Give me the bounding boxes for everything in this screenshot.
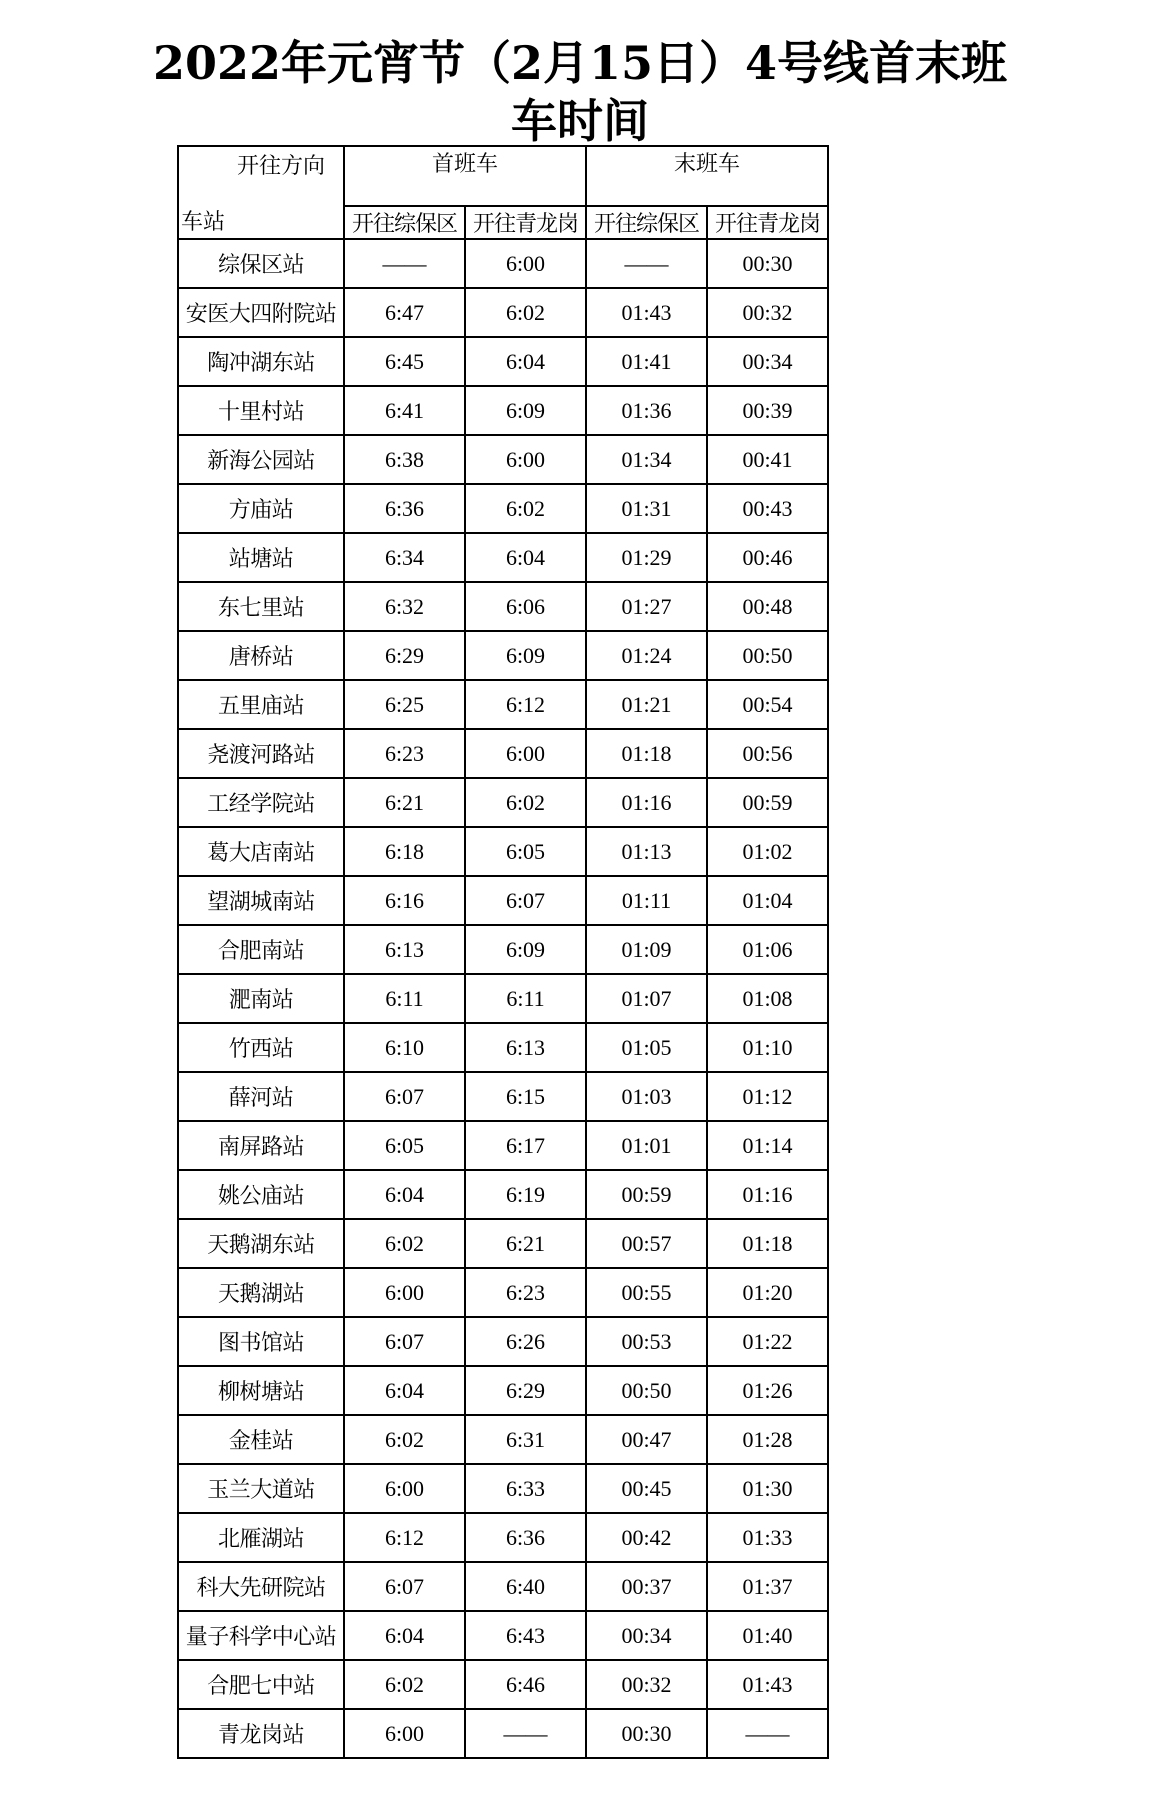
station-label: 车站: [181, 210, 226, 235]
table-row: [178, 1611, 828, 1660]
first-to-zongbaoqu-header: 开往综保区: [344, 206, 465, 239]
last-train-to-zongbaoqu-cell: 01:05: [586, 1023, 707, 1072]
last-train-to-qinglonggang-cell: 01:12: [707, 1072, 828, 1121]
last-train-to-qinglonggang-cell: 01:20: [707, 1268, 828, 1317]
table-row: [178, 1219, 828, 1268]
last-train-to-zongbaoqu-cell: 01:11: [586, 876, 707, 925]
first-train-to-qinglonggang-cell: 6:06: [465, 582, 586, 631]
last-train-to-qinglonggang-cell: 01:40: [707, 1611, 828, 1660]
table-row: [178, 1562, 828, 1611]
first-train-to-zongbaoqu-cell: ——: [344, 239, 465, 288]
last-train-to-zongbaoqu-cell: 01:29: [586, 533, 707, 582]
station-cell: 淝南站: [178, 974, 344, 1023]
first-train-to-zongbaoqu-cell: 6:23: [344, 729, 465, 778]
station-cell: 青龙岗站: [178, 1709, 344, 1758]
first-train-to-qinglonggang-cell: 6:02: [465, 288, 586, 337]
last-train-to-zongbaoqu-cell: 00:50: [586, 1366, 707, 1415]
first-train-to-zongbaoqu-cell: 6:02: [344, 1219, 465, 1268]
first-train-to-zongbaoqu-cell: 6:25: [344, 680, 465, 729]
first-train-to-qinglonggang-cell: 6:23: [465, 1268, 586, 1317]
station-cell: 唐桥站: [178, 631, 344, 680]
last-train-to-zongbaoqu-cell: 00:55: [586, 1268, 707, 1317]
first-train-to-zongbaoqu-cell: 6:34: [344, 533, 465, 582]
last-train-to-qinglonggang-cell: 01:04: [707, 876, 828, 925]
last-train-to-qinglonggang-cell: 01:02: [707, 827, 828, 876]
last-train-to-zongbaoqu-cell: 01:13: [586, 827, 707, 876]
first-train-to-zongbaoqu-cell: 6:00: [344, 1709, 465, 1758]
last-train-to-qinglonggang-cell: 00:48: [707, 582, 828, 631]
station-cell: 量子科学中心站: [178, 1611, 344, 1660]
table-row: [178, 1268, 828, 1317]
last-train-label: 末班车: [673, 151, 740, 177]
last-train-to-zongbaoqu-cell: 01:07: [586, 974, 707, 1023]
first-train-to-qinglonggang-cell: 6:05: [465, 827, 586, 876]
first-train-to-zongbaoqu-cell: 6:32: [344, 582, 465, 631]
first-train-to-zongbaoqu-cell: 6:10: [344, 1023, 465, 1072]
first-train-to-zongbaoqu-cell: 6:13: [344, 925, 465, 974]
last-train-to-zongbaoqu-cell: 00:53: [586, 1317, 707, 1366]
table-row: [178, 631, 828, 680]
station-cell: 东七里站: [178, 582, 344, 631]
table-row: [178, 827, 828, 876]
table-row: [178, 1366, 828, 1415]
first-train-to-zongbaoqu-cell: 6:36: [344, 484, 465, 533]
last-train-to-qinglonggang-cell: 00:41: [707, 435, 828, 484]
station-cell: 十里村站: [178, 386, 344, 435]
station-cell: 工经学院站: [178, 778, 344, 827]
station-cell: 柳树塘站: [178, 1366, 344, 1415]
last-train-to-zongbaoqu-cell: 01:16: [586, 778, 707, 827]
last-train-to-zongbaoqu-cell: 00:34: [586, 1611, 707, 1660]
first-train-to-zongbaoqu-cell: 6:29: [344, 631, 465, 680]
last-train-to-zongbaoqu-cell: ——: [586, 239, 707, 288]
table-row: [178, 386, 828, 435]
station-cell: 尧渡河路站: [178, 729, 344, 778]
first-train-to-qinglonggang-cell: 6:13: [465, 1023, 586, 1072]
first-train-to-qinglonggang-cell: 6:36: [465, 1513, 586, 1562]
table-row: [178, 1660, 828, 1709]
station-cell: 陶冲湖东站: [178, 337, 344, 386]
first-train-to-zongbaoqu-cell: 6:04: [344, 1611, 465, 1660]
first-train-to-zongbaoqu-cell: 6:02: [344, 1660, 465, 1709]
station-cell: 南屏路站: [178, 1121, 344, 1170]
page-title: 2022年元宵节（2月15日）4号线首末班车时间: [152, 36, 1008, 148]
station-cell: 天鹅湖站: [178, 1268, 344, 1317]
last-train-to-zongbaoqu-cell: 01:24: [586, 631, 707, 680]
table-row: [178, 1317, 828, 1366]
station-cell: 薛河站: [178, 1072, 344, 1121]
table-row: [178, 239, 828, 288]
last-train-to-zongbaoqu-cell: 01:18: [586, 729, 707, 778]
last-train-to-zongbaoqu-cell: 00:30: [586, 1709, 707, 1758]
last-train-to-qinglonggang-cell: 00:54: [707, 680, 828, 729]
last-train-to-qinglonggang-cell: 01:26: [707, 1366, 828, 1415]
station-cell: 竹西站: [178, 1023, 344, 1072]
first-train-to-qinglonggang-cell: 6:29: [465, 1366, 586, 1415]
station-cell: 图书馆站: [178, 1317, 344, 1366]
last-train-to-qinglonggang-cell: 01:37: [707, 1562, 828, 1611]
first-train-to-qinglonggang-cell: 6:11: [465, 974, 586, 1023]
last-train-to-qinglonggang-cell: 00:39: [707, 386, 828, 435]
table-row: [178, 533, 828, 582]
station-cell: 站塘站: [178, 533, 344, 582]
header-row-groups: [178, 146, 828, 206]
first-train-to-zongbaoqu-cell: 6:18: [344, 827, 465, 876]
table-row: [178, 778, 828, 827]
first-train-to-qinglonggang-cell: 6:00: [465, 435, 586, 484]
last-train-to-qinglonggang-cell: 00:46: [707, 533, 828, 582]
last-train-to-qinglonggang-cell: 01:43: [707, 1660, 828, 1709]
table-row: [178, 1464, 828, 1513]
table-row: [178, 1513, 828, 1562]
station-cell: 天鹅湖东站: [178, 1219, 344, 1268]
first-train-to-zongbaoqu-cell: 6:16: [344, 876, 465, 925]
station-cell: 方庙站: [178, 484, 344, 533]
last-train-to-zongbaoqu-cell: 01:43: [586, 288, 707, 337]
last-train-to-qinglonggang-cell: 00:34: [707, 337, 828, 386]
first-train-to-zongbaoqu-cell: 6:41: [344, 386, 465, 435]
first-train-to-qinglonggang-cell: 6:31: [465, 1415, 586, 1464]
last-train-to-zongbaoqu-cell: 01:31: [586, 484, 707, 533]
first-train-to-qinglonggang-cell: 6:19: [465, 1170, 586, 1219]
first-train-to-zongbaoqu-cell: 6:00: [344, 1268, 465, 1317]
first-train-to-qinglonggang-cell: 6:40: [465, 1562, 586, 1611]
last-train-to-qinglonggang-cell: 01:10: [707, 1023, 828, 1072]
first-train-to-qinglonggang-cell: 6:04: [465, 337, 586, 386]
first-train-to-zongbaoqu-cell: 6:12: [344, 1513, 465, 1562]
last-train-to-qinglonggang-cell: 01:30: [707, 1464, 828, 1513]
last-train-to-qinglonggang-cell: 01:14: [707, 1121, 828, 1170]
last-train-to-qinglonggang-cell: 01:16: [707, 1170, 828, 1219]
station-cell: 玉兰大道站: [178, 1464, 344, 1513]
station-cell: 五里庙站: [178, 680, 344, 729]
table-row: [178, 680, 828, 729]
station-cell: 合肥七中站: [178, 1660, 344, 1709]
table-row: [178, 337, 828, 386]
first-train-to-zongbaoqu-cell: 6:11: [344, 974, 465, 1023]
table-row: [178, 974, 828, 1023]
first-train-to-qinglonggang-cell: 6:00: [465, 239, 586, 288]
first-train-to-zongbaoqu-cell: 6:21: [344, 778, 465, 827]
last-to-qinglonggang-header: 开往青龙岗: [707, 206, 828, 239]
last-train-to-zongbaoqu-cell: 00:47: [586, 1415, 707, 1464]
first-train-to-zongbaoqu-cell: 6:07: [344, 1562, 465, 1611]
last-train-to-qinglonggang-cell: ——: [707, 1709, 828, 1758]
last-train-to-qinglonggang-cell: 00:56: [707, 729, 828, 778]
last-to-zongbaoqu-header: 开往综保区: [586, 206, 707, 239]
last-train-to-zongbaoqu-cell: 00:45: [586, 1464, 707, 1513]
station-cell: 北雁湖站: [178, 1513, 344, 1562]
table-row: [178, 876, 828, 925]
last-train-to-zongbaoqu-cell: 01:34: [586, 435, 707, 484]
last-train-to-zongbaoqu-cell: 00:37: [586, 1562, 707, 1611]
first-train-to-zongbaoqu-cell: 6:04: [344, 1366, 465, 1415]
first-train-to-zongbaoqu-cell: 6:07: [344, 1072, 465, 1121]
first-train-to-qinglonggang-cell: 6:00: [465, 729, 586, 778]
table-row: [178, 1072, 828, 1121]
last-train-to-qinglonggang-cell: 01:18: [707, 1219, 828, 1268]
last-train-to-zongbaoqu-cell: 00:57: [586, 1219, 707, 1268]
first-train-to-qinglonggang-cell: 6:33: [465, 1464, 586, 1513]
station-cell: 安医大四附院站: [178, 288, 344, 337]
first-train-to-qinglonggang-cell: 6:04: [465, 533, 586, 582]
station-cell: 新海公园站: [178, 435, 344, 484]
direction-label: 开往方向: [236, 154, 325, 179]
last-train-to-qinglonggang-cell: 01:33: [707, 1513, 828, 1562]
first-train-to-zongbaoqu-cell: 6:07: [344, 1317, 465, 1366]
first-train-to-qinglonggang-cell: 6:07: [465, 876, 586, 925]
first-train-to-qinglonggang-cell: 6:17: [465, 1121, 586, 1170]
table-row: [178, 1415, 828, 1464]
last-train-to-qinglonggang-cell: 00:59: [707, 778, 828, 827]
station-cell: 科大先研院站: [178, 1562, 344, 1611]
table-row: [178, 582, 828, 631]
first-train-to-qinglonggang-cell: 6:09: [465, 925, 586, 974]
last-train-to-zongbaoqu-cell: 01:09: [586, 925, 707, 974]
first-train-to-qinglonggang-cell: 6:02: [465, 484, 586, 533]
table-row: [178, 1709, 828, 1758]
first-train-to-qinglonggang-cell: 6:46: [465, 1660, 586, 1709]
last-train-to-qinglonggang-cell: 01:06: [707, 925, 828, 974]
first-train-header: [344, 146, 586, 206]
last-train-to-zongbaoqu-cell: 01:21: [586, 680, 707, 729]
last-train-to-qinglonggang-cell: 01:22: [707, 1317, 828, 1366]
first-train-to-zongbaoqu-cell: 6:47: [344, 288, 465, 337]
last-train-to-zongbaoqu-cell: 01:41: [586, 337, 707, 386]
first-train-to-zongbaoqu-cell: 6:45: [344, 337, 465, 386]
last-train-to-zongbaoqu-cell: 01:01: [586, 1121, 707, 1170]
timetable: [177, 145, 829, 1759]
station-cell: 合肥南站: [178, 925, 344, 974]
first-train-to-zongbaoqu-cell: 6:05: [344, 1121, 465, 1170]
table-row: [178, 1023, 828, 1072]
last-train-to-qinglonggang-cell: 00:32: [707, 288, 828, 337]
last-train-to-zongbaoqu-cell: 00:32: [586, 1660, 707, 1709]
station-cell: 金桂站: [178, 1415, 344, 1464]
first-train-to-qinglonggang-cell: 6:21: [465, 1219, 586, 1268]
station-cell: 葛大店南站: [178, 827, 344, 876]
first-train-to-zongbaoqu-cell: 6:02: [344, 1415, 465, 1464]
last-train-to-qinglonggang-cell: 00:50: [707, 631, 828, 680]
last-train-to-zongbaoqu-cell: 00:59: [586, 1170, 707, 1219]
last-train-to-qinglonggang-cell: 00:30: [707, 239, 828, 288]
first-train-to-qinglonggang-cell: 6:02: [465, 778, 586, 827]
first-train-to-qinglonggang-cell: 6:12: [465, 680, 586, 729]
last-train-to-zongbaoqu-cell: 01:03: [586, 1072, 707, 1121]
last-train-header: [586, 146, 828, 206]
first-train-to-qinglonggang-cell: 6:43: [465, 1611, 586, 1660]
station-cell: 望湖城南站: [178, 876, 344, 925]
last-train-to-zongbaoqu-cell: 00:42: [586, 1513, 707, 1562]
last-train-to-qinglonggang-cell: 01:28: [707, 1415, 828, 1464]
table-row: [178, 1121, 828, 1170]
first-train-to-qinglonggang-cell: 6:26: [465, 1317, 586, 1366]
station-cell: 综保区站: [178, 239, 344, 288]
first-train-to-qinglonggang-cell: 6:15: [465, 1072, 586, 1121]
first-train-label: 首班车: [431, 151, 498, 177]
last-train-to-qinglonggang-cell: 01:08: [707, 974, 828, 1023]
last-train-to-qinglonggang-cell: 00:43: [707, 484, 828, 533]
first-train-to-qinglonggang-cell: 6:09: [465, 386, 586, 435]
first-train-to-qinglonggang-cell: ——: [465, 1709, 586, 1758]
first-train-to-qinglonggang-cell: 6:09: [465, 631, 586, 680]
first-train-to-zongbaoqu-cell: 6:04: [344, 1170, 465, 1219]
table-row: [178, 484, 828, 533]
table-row: [178, 925, 828, 974]
first-train-to-zongbaoqu-cell: 6:00: [344, 1464, 465, 1513]
station-cell: 姚公庙站: [178, 1170, 344, 1219]
table-row: [178, 435, 828, 484]
table-row: [178, 1170, 828, 1219]
table-row: [178, 288, 828, 337]
table-row: [178, 729, 828, 778]
first-train-to-zongbaoqu-cell: 6:38: [344, 435, 465, 484]
first-to-qinglonggang-header: 开往青龙岗: [465, 206, 586, 239]
last-train-to-zongbaoqu-cell: 01:36: [586, 386, 707, 435]
last-train-to-zongbaoqu-cell: 01:27: [586, 582, 707, 631]
corner-header-cell: [178, 146, 344, 239]
